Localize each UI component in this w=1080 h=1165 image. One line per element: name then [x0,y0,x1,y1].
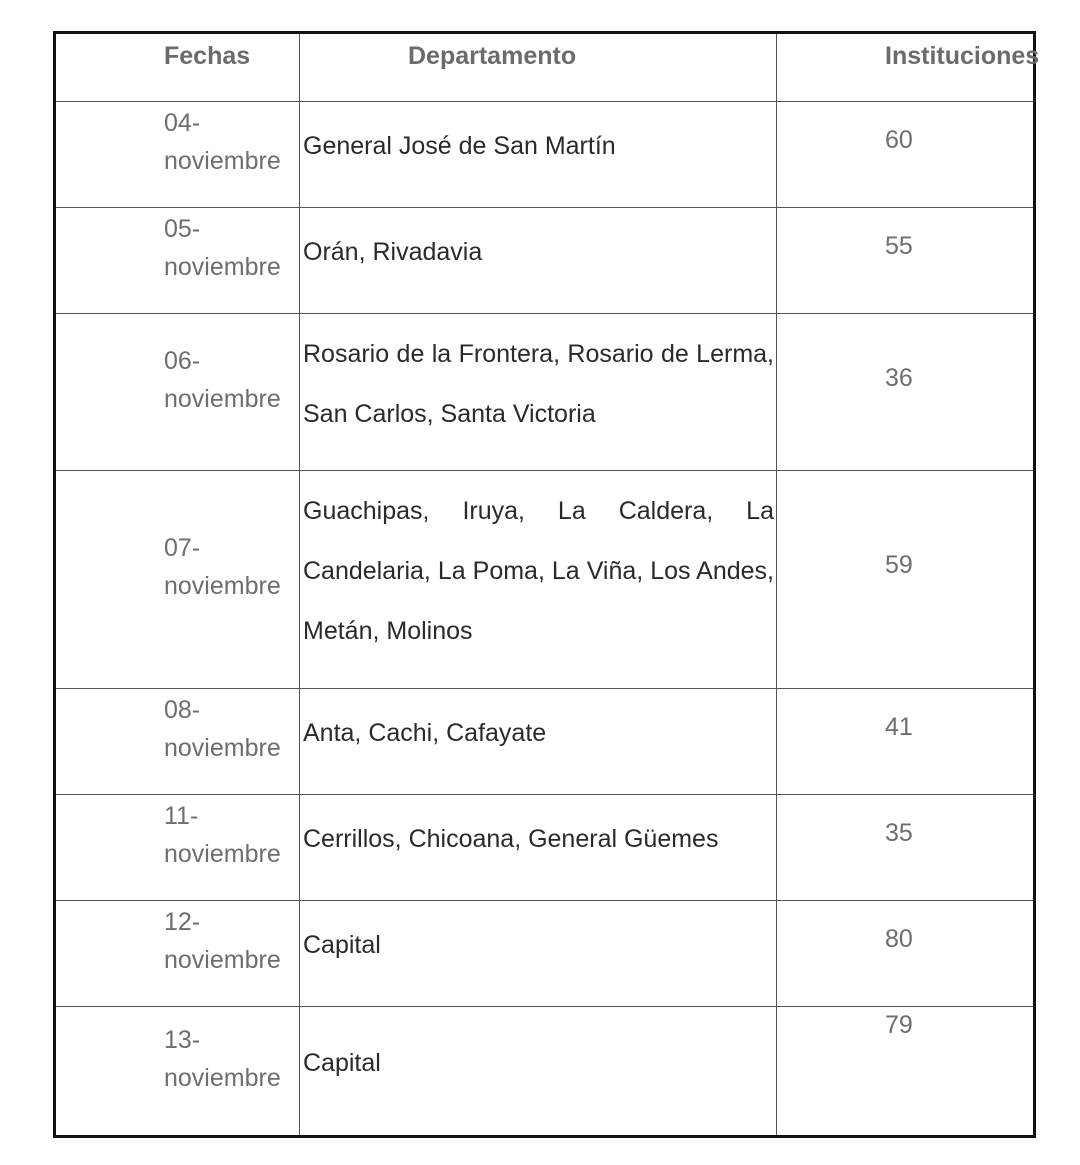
date-cell: 12- noviembre [55,901,300,1007]
date-cell: 07- noviembre [55,471,300,689]
table-row [55,901,1035,1007]
department-cell: Rosario de la Frontera, Rosario de Lerma, San Carlos, Santa Victoria [300,314,777,471]
date-cell: 08- noviembre [55,689,300,795]
institutions-cell: 55 [777,208,1035,314]
date-cell: 04- noviembre [55,102,300,208]
department-cell: Capital [300,901,777,1007]
header-departamento: Departamento [300,33,777,102]
institutions-cell: 79 [777,1007,1035,1137]
header-instituciones: Instituciones [777,33,1035,102]
table-row [55,314,1035,471]
institutions-cell: 41 [777,689,1035,795]
table-header-row [55,33,1035,102]
institutions-cell: 35 [777,795,1035,901]
institutions-cell: 60 [777,102,1035,208]
institutions-cell: 36 [777,314,1035,471]
date-cell: 05- noviembre [55,208,300,314]
schedule-table [53,31,1040,1138]
date-cell: 13- noviembre [55,1007,300,1137]
institutions-cell: 59 [777,471,1035,689]
table-row [55,102,1035,208]
table-row [55,471,1035,689]
table-row [55,689,1035,795]
department-cell: Guachipas, Iruya, La Caldera, La Candelaria, La Poma, La Viña, Los Andes, Metán, Molinos [300,471,777,689]
department-cell: Cerrillos, Chicoana, General Güemes [300,795,777,901]
department-cell: Anta, Cachi, Cafayate [300,689,777,795]
institutions-cell: 80 [777,901,1035,1007]
table-row [55,208,1035,314]
department-cell: Orán, Rivadavia [300,208,777,314]
department-cell: General José de San Martín [300,102,777,208]
department-cell: Capital [300,1007,777,1137]
date-cell: 11- noviembre [55,795,300,901]
table-row [55,795,1035,901]
table-row [55,1007,1035,1137]
header-fechas: Fechas [55,33,300,102]
date-cell: 06- noviembre [55,314,300,471]
